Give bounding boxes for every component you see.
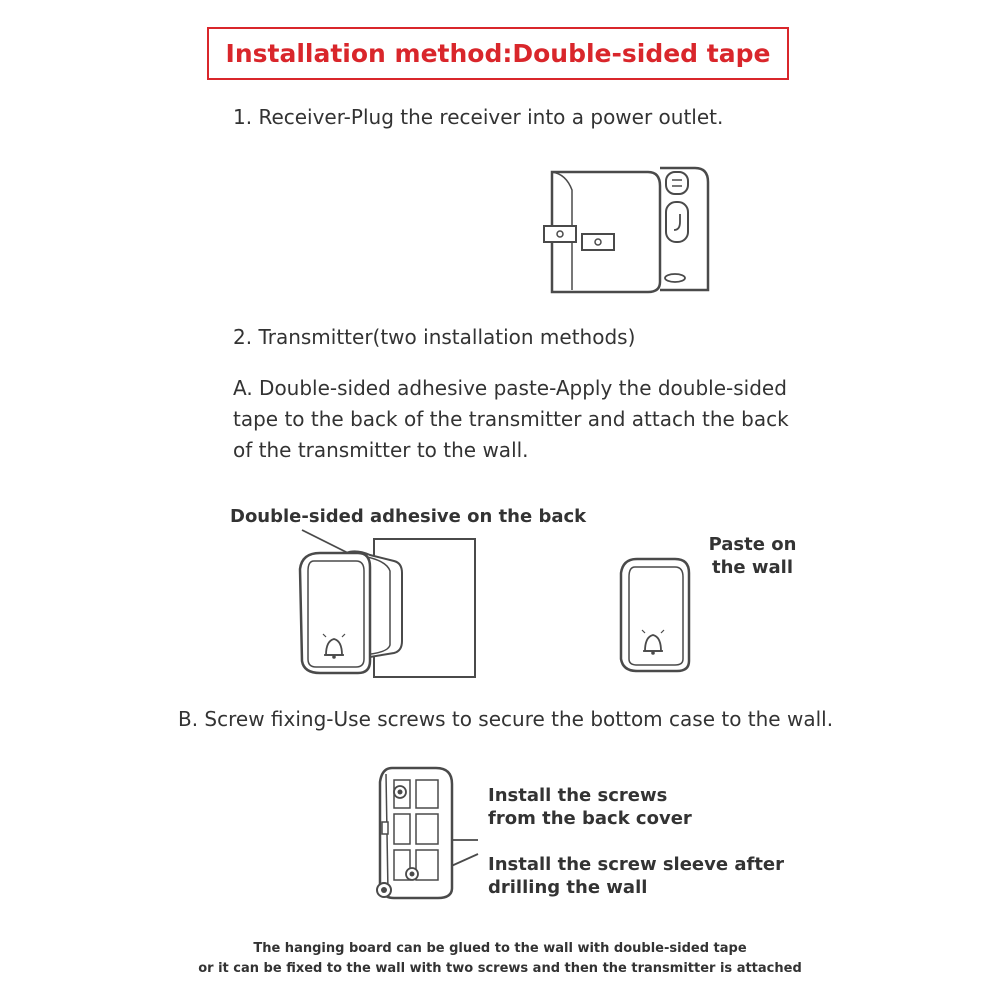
install-screws-line: from the back cover	[488, 808, 692, 829]
step-1-text: 1. Receiver-Plug the receiver into a power outlet.	[233, 105, 724, 129]
method-a-text	[233, 373, 833, 466]
method-a-line: tape to the back of the transmitter and attach the back	[233, 407, 789, 431]
adhesive-back-label: Double-sided adhesive on the back	[230, 506, 587, 527]
page-title: Installation method:Double-sided tape	[225, 39, 771, 68]
title-box	[207, 27, 789, 80]
receiver-plug-illustration	[510, 160, 720, 300]
paste-wall-line: the wall	[711, 557, 793, 578]
screw-sleeve-line: Install the screw sleeve after	[488, 854, 785, 875]
paste-wall-label	[705, 533, 800, 579]
install-screws-line: Install the screws	[488, 785, 668, 806]
caption-line: The hanging board can be glued to the wall with double-sided tape	[253, 941, 747, 956]
bottom-case-illustration	[372, 762, 482, 912]
bottom-caption	[100, 939, 900, 979]
method-a-line: of the transmitter to the wall.	[233, 438, 529, 462]
step-2-text: 2. Transmitter(two installation methods)	[233, 325, 636, 349]
transmitter-wall-illustration	[615, 555, 700, 675]
paste-wall-line: Paste on	[708, 534, 797, 555]
method-b-text: B. Screw fixing-Use screws to secure the bottom case to the wall.	[178, 707, 834, 731]
install-screws-label	[488, 784, 692, 830]
screw-sleeve-line: drilling the wall	[488, 877, 648, 898]
method-a-line: A. Double-sided adhesive paste-Apply the double-sided	[233, 376, 787, 400]
caption-line: or it can be fixed to the wall with two screws and then the transmitter is attached	[198, 961, 802, 976]
screw-sleeve-label	[488, 853, 784, 899]
transmitter-adhesive-illustration	[290, 525, 490, 685]
